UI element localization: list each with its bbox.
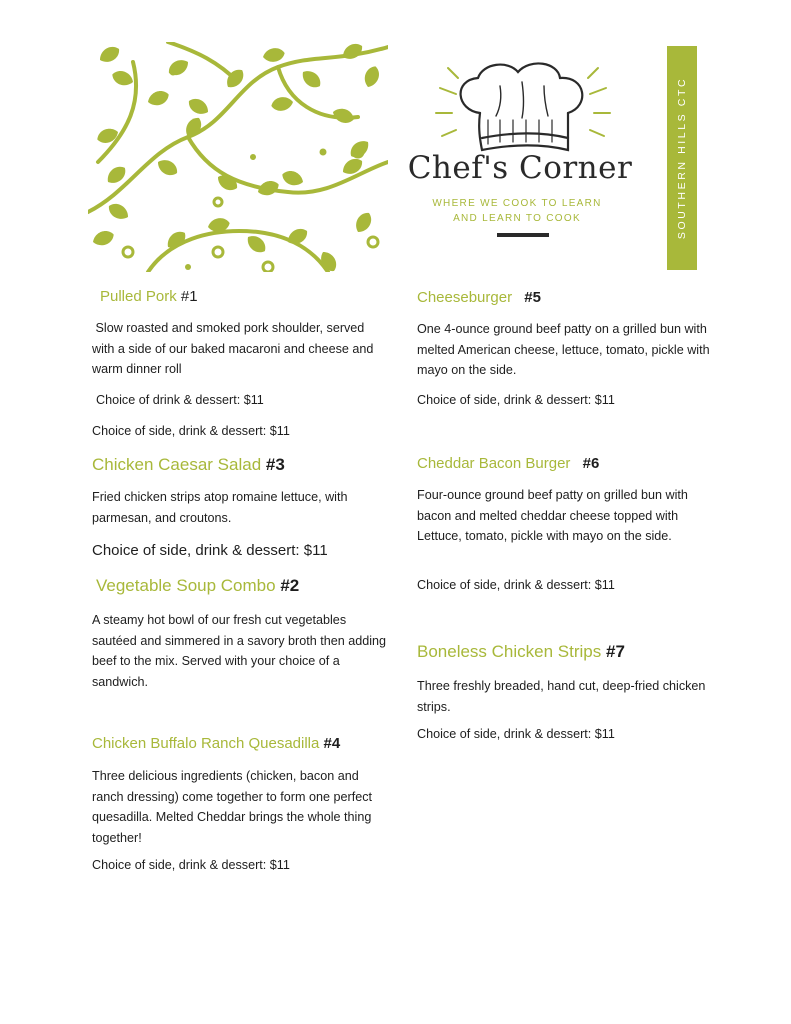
side-banner-text: SOUTHERN HILLS CTC <box>676 76 689 240</box>
brand-title: Chef's Corner <box>407 150 633 186</box>
item-title-chicken-caesar <box>92 455 285 475</box>
item-number: #5 <box>524 289 541 306</box>
item-title-cheddar-bacon-burger <box>417 455 599 472</box>
item-title-quesadilla <box>92 735 340 752</box>
item-name: Vegetable Soup Combo <box>96 576 276 595</box>
item-title-chicken-strips <box>417 642 625 662</box>
tagline-line-2: AND LEARN TO COOK <box>453 213 581 224</box>
item-title-pulled-pork <box>100 288 198 305</box>
item-description: Four-ounce ground beef patty on grilled bun with bacon and melted cheddar cheese topped with Lettuce, tomato, pickle with mayo on the side. <box>417 488 688 543</box>
item-name: Chicken Buffalo Ranch Quesadilla <box>92 735 320 752</box>
chef-hat-icon <box>418 58 628 158</box>
item-name: Pulled Pork <box>100 288 177 305</box>
item-description: A steamy hot bowl of our fresh cut vegetables sautéed and simmered in a savory broth then adding beef to the mix. Served with your choice of a sandwich. <box>92 613 387 689</box>
item-price: Choice of side, drink & dessert: $11 <box>92 542 328 559</box>
item-price: Choice of side, drink & dessert: $11 <box>92 858 290 872</box>
item-price: Choice of side, drink & dessert: $11 <box>92 424 290 438</box>
item-description: Fried chicken strips atop romaine lettuce, with parmesan, and croutons. <box>92 490 348 525</box>
item-name: Cheeseburger <box>417 289 513 306</box>
tagline-line-1: WHERE WE COOK TO LEARN <box>432 198 602 209</box>
item-number: #6 <box>582 455 600 472</box>
item-number: #1 <box>180 288 198 305</box>
leafy-vine-pattern-icon <box>88 42 388 272</box>
item-price: Choice of side, drink & dessert: $11 <box>417 393 615 407</box>
item-number: #3 <box>265 455 285 474</box>
item-name: Cheddar Bacon Burger <box>417 455 571 472</box>
item-price: Choice of drink & dessert: $11 <box>96 393 264 407</box>
item-name: Boneless Chicken Strips <box>417 642 602 661</box>
item-title-cheeseburger <box>417 289 541 306</box>
item-price: Choice of side, drink & dessert: $11 <box>417 727 615 741</box>
brand-divider <box>497 233 549 237</box>
item-description: Slow roasted and smoked pork shoulder, served with a side of our baked macaroni and cheese and warm dinner roll <box>92 321 377 376</box>
side-banner <box>667 46 697 270</box>
item-title-vegetable-soup <box>96 576 299 596</box>
item-description: One 4-ounce ground beef patty on a grilled bun with melted American cheese, lettuce, tomato, pickle with mayo on the side. <box>417 322 710 377</box>
item-number: #4 <box>323 735 341 752</box>
item-price: Choice of side, drink & dessert: $11 <box>417 578 615 592</box>
item-number: #7 <box>606 642 625 661</box>
item-name: Chicken Caesar Salad <box>92 455 262 474</box>
brand-tagline <box>412 196 622 226</box>
item-number: #2 <box>280 576 300 595</box>
item-description: Three delicious ingredients (chicken, bacon and ranch dressing) come together to form one perfect quesadilla. Melted Cheddar brings the whole thing together! <box>92 769 373 845</box>
item-description: Three freshly breaded, hand cut, deep-fried chicken strips. <box>417 679 706 714</box>
